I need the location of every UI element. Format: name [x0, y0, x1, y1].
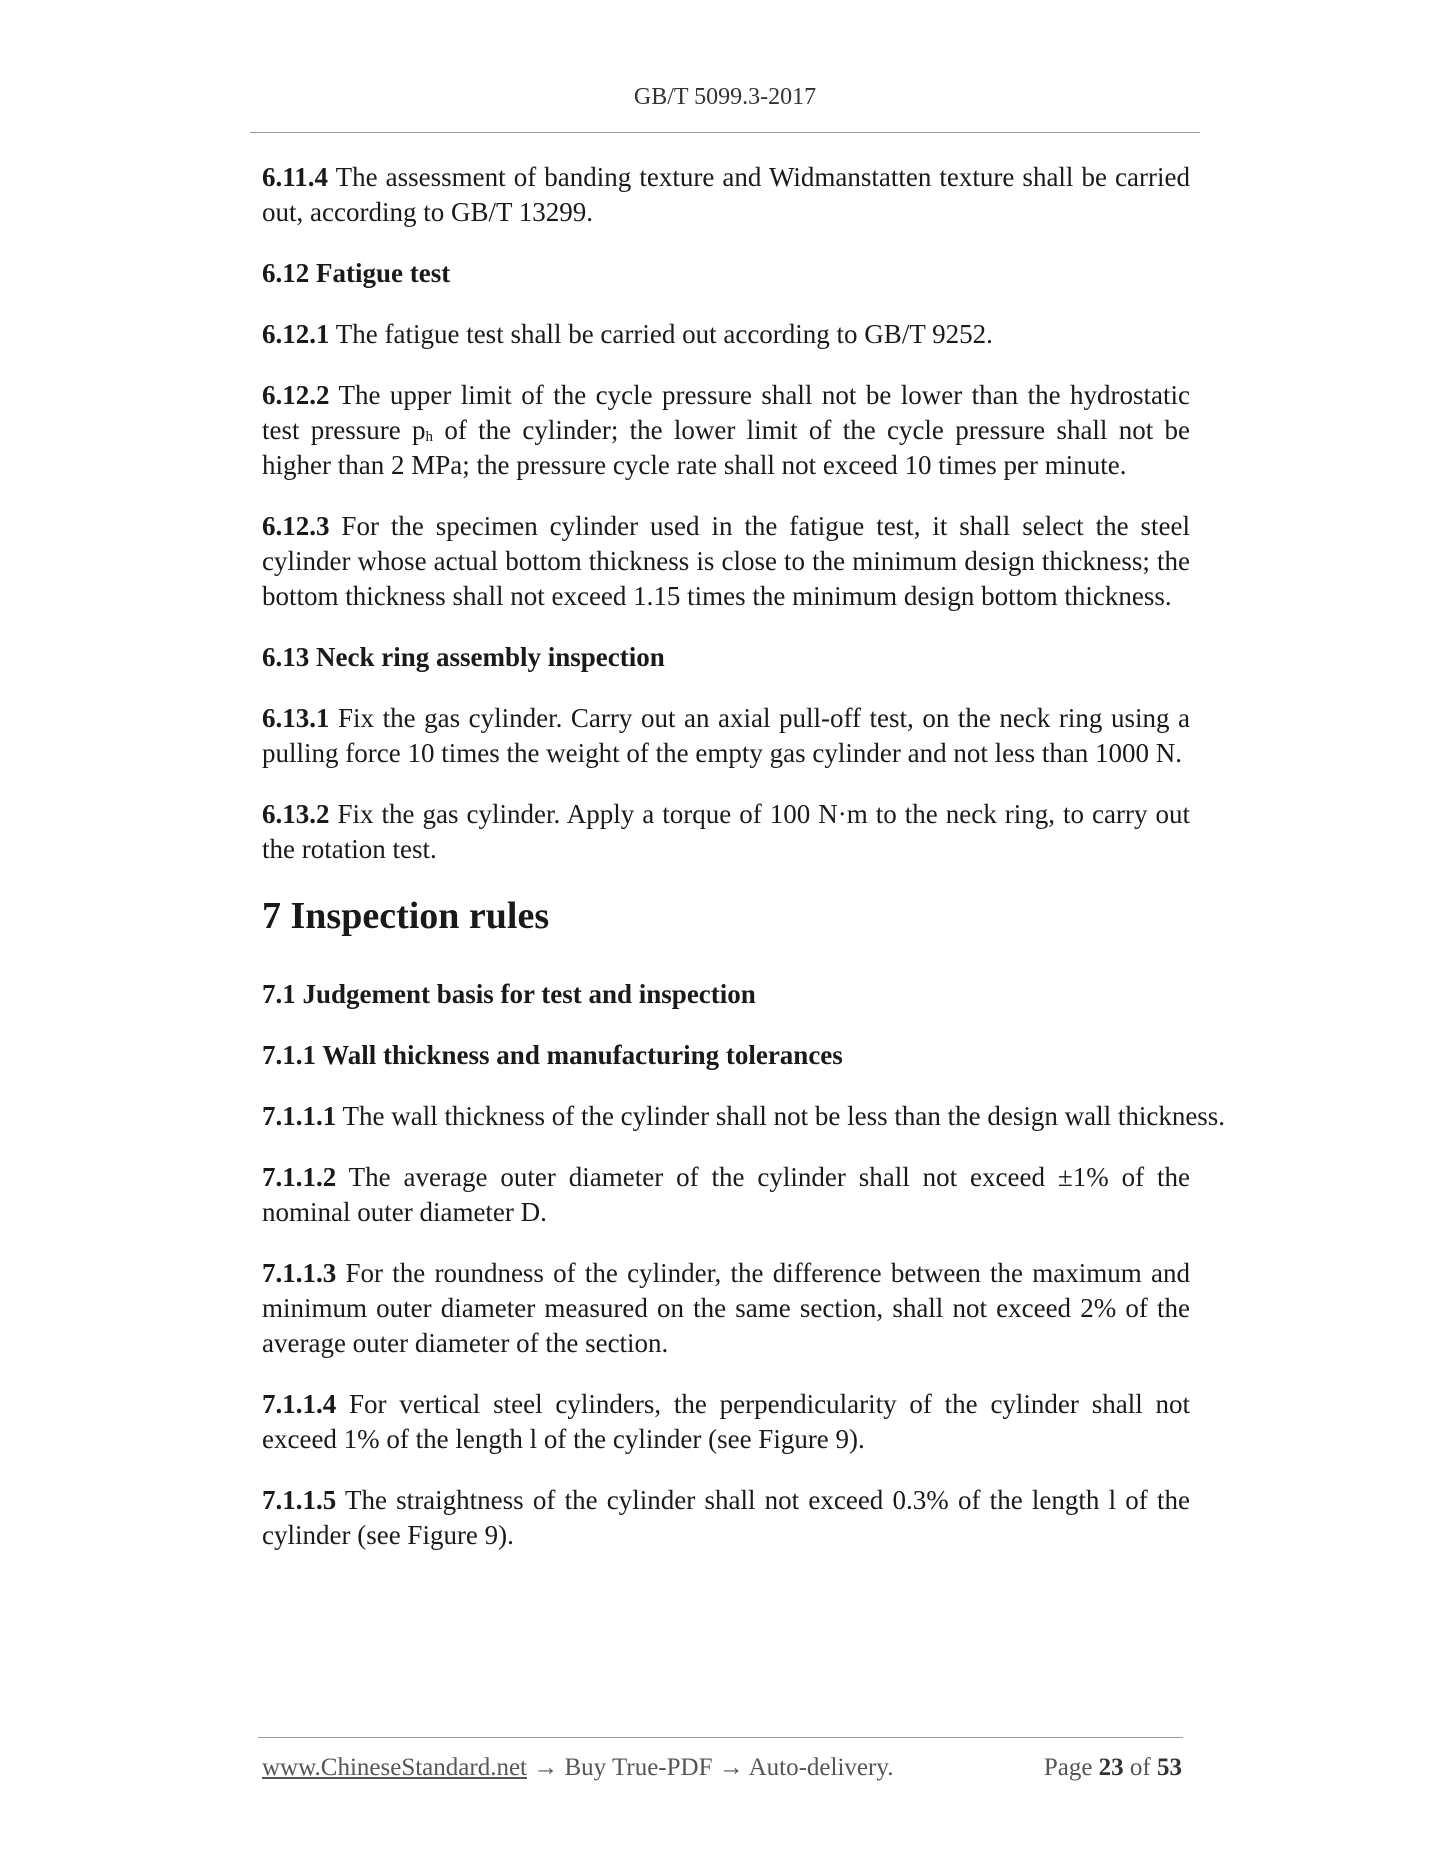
section-heading-6-13: 6.13 Neck ring assembly inspection [262, 642, 665, 672]
page-label: Page [1043, 1754, 1099, 1781]
clause-number: 6.12.3 [262, 511, 330, 541]
section-heading-7-1: 7.1 Judgement basis for test and inspection [262, 979, 756, 1009]
clause-7-1-1-1 [262, 1099, 1226, 1134]
total-pages: 53 [1157, 1754, 1182, 1781]
clause-number: 7.1.1.1 [262, 1101, 337, 1131]
clause-7-1-1-2 [262, 1160, 1190, 1230]
page-indicator [1044, 1754, 1182, 1782]
clause-text: The fatigue test shall be carried out according to GB/T 9252. [329, 319, 993, 349]
clause-6-12-2 [262, 378, 1190, 483]
clause-7-1-1-5 [262, 1483, 1190, 1553]
current-page: 23 [1098, 1754, 1124, 1781]
promo-text: → Buy True-PDF → Auto-delivery. [527, 1754, 894, 1781]
header-divider [250, 132, 1200, 133]
clause-number: 6.13.1 [262, 703, 330, 733]
clause-number: 6.12.1 [262, 319, 330, 349]
clause-text: Fix the gas cylinder. Carry out an axial pull-off test, on the neck ring using a pulling force 10 times the weight of the empty gas cylinder and not less than 1000 N. [262, 703, 1190, 768]
document-header: GB/T 5099.3-2017 [633, 84, 817, 110]
clause-number: 6.13.2 [262, 799, 330, 829]
clause-6-12-3 [262, 509, 1190, 614]
footer-promo [262, 1754, 893, 1782]
website-link[interactable]: www.ChineseStandard.net [262, 1754, 527, 1781]
clause-7-1-1-3 [262, 1256, 1190, 1361]
clause-7-1-1-4 [262, 1387, 1190, 1457]
section-heading-7-1-1: 7.1.1 Wall thickness and manufacturing tolerances [262, 1040, 843, 1070]
clause-text-cont: of the cylinder; the lower limit of the cycle pressure shall not be higher than 2 MPa; the pressure cycle rate shall not exceed 10 times per minute. [262, 415, 1190, 480]
clause-6-13-2 [262, 797, 1190, 867]
clause-text: The upper limit of the cycle pressure shall not be lower than the hydrostatic test pressure p [262, 380, 1190, 445]
clause-number: 7.1.1.4 [262, 1389, 337, 1419]
subscript-h: h [425, 429, 434, 445]
clause-6-13-1 [262, 701, 1190, 771]
chapter-heading-7: 7 Inspection rules [262, 895, 550, 937]
footer-divider [258, 1737, 1183, 1738]
of-label: of [1123, 1754, 1157, 1781]
clause-number: 7.1.1.2 [262, 1162, 337, 1192]
clause-text: Fix the gas cylinder. Apply a torque of 100 N·m to the neck ring, to carry out the rotation test. [262, 799, 1190, 864]
clause-text: The straightness of the cylinder shall not exceed 0.3% of the length l of the cylinder (see Figure 9). [262, 1485, 1190, 1550]
clause-number: 6.11.4 [262, 162, 329, 192]
clause-number: 7.1.1.3 [262, 1258, 337, 1288]
clause-6-12-1 [262, 317, 1190, 352]
clause-number: 6.12.2 [262, 380, 330, 410]
clause-6-11-4 [262, 160, 1190, 230]
clause-text: For the roundness of the cylinder, the difference between the maximum and minimum outer diameter measured on the same section, shall not exceed 2% of the average outer diameter of the section. [262, 1258, 1190, 1358]
section-heading-6-12: 6.12 Fatigue test [262, 258, 451, 288]
clause-number: 7.1.1.5 [262, 1485, 337, 1515]
clause-text: The average outer diameter of the cylinder shall not exceed ±1% of the nominal outer diameter D. [262, 1162, 1190, 1227]
clause-text: For the specimen cylinder used in the fatigue test, it shall select the steel cylinder whose actual bottom thickness is close to the minimum design thickness; the bottom thickness shall not exceed 1.15 times the minimum design bottom thickness. [262, 511, 1190, 611]
clause-text: The assessment of banding texture and Widmanstatten texture shall be carried out, according to GB/T 13299. [262, 162, 1190, 227]
clause-text: The wall thickness of the cylinder shall not be less than the design wall thickness. [336, 1101, 1226, 1131]
page-content [262, 160, 1226, 1579]
clause-text: For vertical steel cylinders, the perpendicularity of the cylinder shall not exceed 1% of the length l of the cylinder (see Figure 9). [262, 1389, 1190, 1454]
